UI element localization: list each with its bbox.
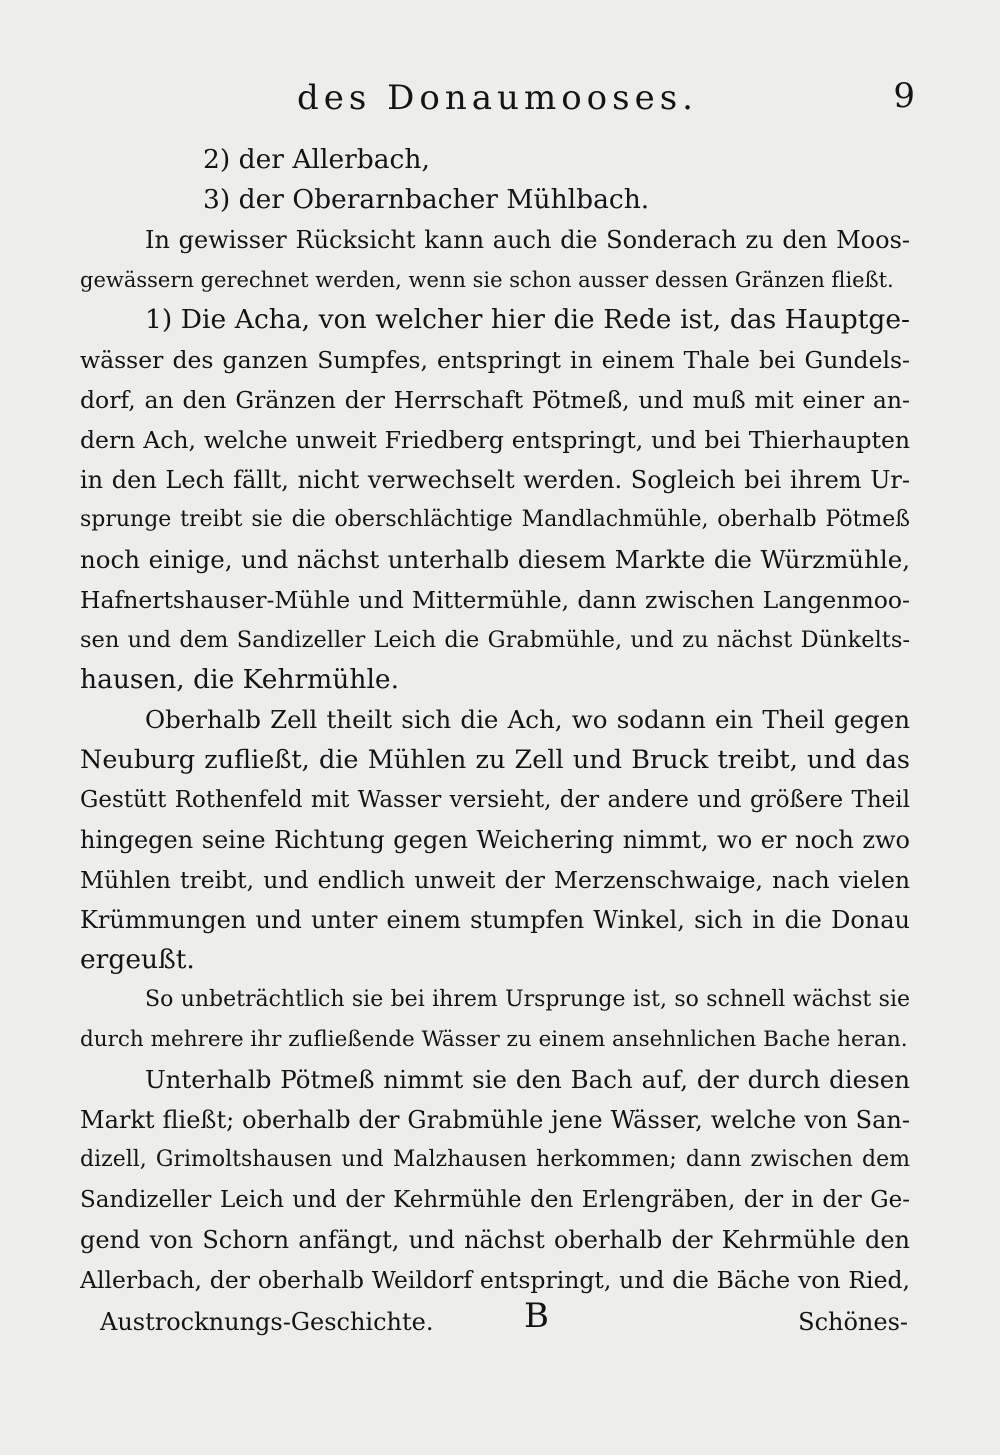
text-line: Oberhalb Zell theilt sich die Ach, wo sodann ein Theil gegen	[145, 705, 910, 734]
catchword: Schönes-	[798, 1308, 908, 1336]
text-line: 3) der Oberarnbacher Mühlbach.	[203, 184, 650, 215]
text-line: Markt fließt; oberhalb der Grabmühle jene Wässer, welche von San-	[80, 1106, 910, 1134]
text-line: So unbeträchtlich sie bei ihrem Ursprunge ist, so schnell wächst sie	[145, 987, 910, 1012]
running-head: des Donaumooses.	[297, 78, 698, 118]
text-line: sen und dem Sandizeller Leich die Grabmühle, und zu nächst Dünkelts-	[80, 627, 910, 653]
text-line: hingegen seine Richtung gegen Weichering nimmt, wo er noch zwo	[80, 826, 910, 854]
page-footer	[100, 1296, 908, 1342]
text-line: in den Lech fällt, nicht verwechselt werden. Sogleich bei ihrem Ur-	[80, 466, 910, 494]
text-line: dern Ach, welche unweit Friedberg entspringt, und bei Thierhaupten	[80, 426, 910, 454]
signature-line: Austrocknungs-Geschichte.	[100, 1308, 434, 1336]
text-line: Unterhalb Pötmeß nimmt sie den Bach auf, der durch diesen	[145, 1065, 910, 1094]
text-line: dizell, Grimoltshausen und Malzhausen herkommen; dann zwischen dem	[80, 1147, 910, 1172]
page-header	[80, 72, 915, 122]
text-line: Krümmungen und unter einem stumpfen Winkel, sich in die Donau	[80, 906, 910, 934]
page-body	[80, 140, 910, 1300]
text-line: durch mehrere ihr zufließende Wässer zu einem ansehnlichen Bache heran.	[80, 1027, 908, 1052]
text-line: Allerbach, der oberhalb Weildorf entspringt, und die Bäche von Ried,	[80, 1266, 910, 1294]
text-line: noch einige, und nächst unterhalb diesem Markte die Würzmühle,	[80, 545, 910, 574]
text-line: ergeußt.	[80, 944, 195, 975]
text-line: Mühlen treibt, und endlich unweit der Merzenschwaige, nach vielen	[80, 866, 910, 894]
text-line: dorf, an den Gränzen der Herrschaft Pötmeß, und muß mit einer an-	[80, 386, 910, 414]
text-line: Gestütt Rothenfeld mit Wasser versieht, der andere und größere Theil	[80, 787, 910, 813]
text-line: Sandizeller Leich und der Kehrmühle den Erlengräben, der in der Ge-	[80, 1187, 910, 1213]
text-line: Neuburg zufließt, die Mühlen zu Zell und Bruck treibt, und das	[80, 745, 910, 775]
text-line: Hafnertshauser-Mühle und Mittermühle, dann zwischen Langenmoo-	[80, 586, 910, 614]
text-line: In gewisser Rücksicht kann auch die Sonderach zu den Moos-	[145, 226, 910, 254]
text-line: sprunge treibt sie die oberschlächtige Mandlachmühle, oberhalb Pötmeß	[80, 507, 910, 532]
signature-mark: B	[524, 1296, 549, 1336]
text-line: wässer des ganzen Sumpfes, entspringt in einem Thale bei Gundels-	[80, 346, 910, 374]
text-line: 2) der Allerbach,	[203, 144, 430, 175]
text-line: 1) Die Acha, von welcher hier die Rede ist, das Hauptge-	[145, 304, 910, 335]
text-line: gend von Schorn anfängt, und nächst oberhalb der Kehrmühle den	[80, 1226, 910, 1254]
page-number: 9	[893, 76, 915, 116]
text-line: hausen, die Kehrmühle.	[80, 664, 400, 695]
text-line: gewässern gerechnet werden, wenn sie schon ausser dessen Gränzen fließt.	[80, 268, 894, 292]
